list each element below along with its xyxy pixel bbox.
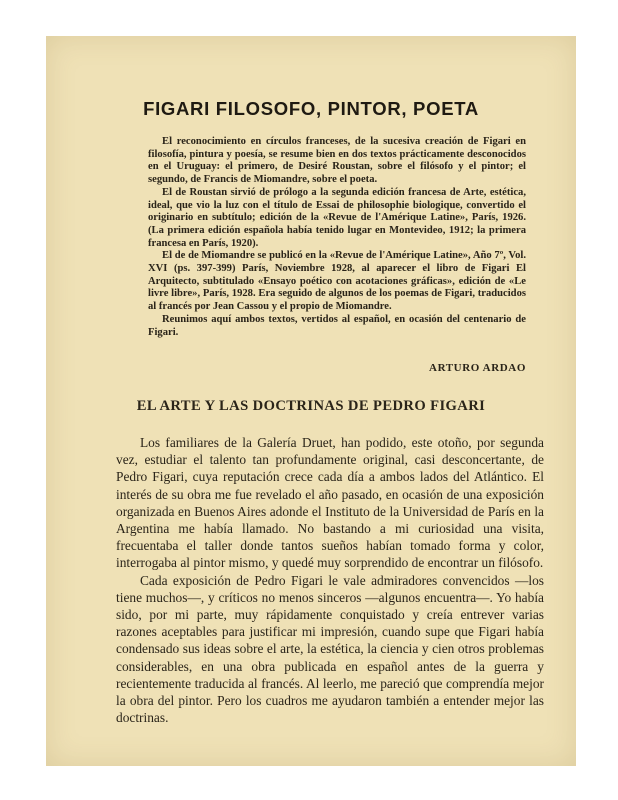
article-body [116, 434, 544, 726]
intro-paragraph: El reconocimiento en círculos franceses, de la sucesiva creación de Figari en filosofía, pintura y poesía, se resume bien en dos textos prácticamente desconocidos en el Uruguay: el primero, de Desiré Roustan, sobre el filósofo y el pintor; el segundo, de Francis de Miomandre, sobre el poeta. [148, 136, 526, 186]
section-title: EL ARTE Y LAS DOCTRINAS DE PEDRO FIGARI [136, 398, 486, 414]
intro-paragraph: El de de Miomandre se publicó en la «Revue de l'Amérique Latine», Año 7º, Vol. XVI (ps. 397-399) París, Noviembre 1928, al aparecer el libro de Figari El Arquitecto, subtitulado «Ensayo poético con acotaciones gráficas», edición de «Le livre libre», París, 1928. Era seguido de algunos de los poemas de Figari, traducidos al francés por Jean Cassou y el propio de Miomandre. [148, 250, 526, 313]
body-paragraph: Cada exposición de Pedro Figari le vale admiradores convencidos —los tiene muchos—, y críticos no menos sinceros —algunos encuentra—. Yo había sido, por mi parte, muy rápidamente conquistado y creía entrever varias razones aceptables para justificar mi impresión, cuando supe que Figari había condensado sus ideas sobre el arte, la estética, la ciencia y cien otros problemas considerables, en una obra publicada en español antes de la guerra y recientemente traducida al francés. Al leerlo, me pareció que comprendía mejor la obra del pintor. Pero los cuadros me ayudaron también a entender mejor las doctrinas. [116, 572, 544, 726]
body-paragraph: Los familiares de la Galería Druet, han podido, este otoño, por segunda vez, estudiar el talento tan profundamente original, casi desconcertante, de Pedro Figari, cuya reputación crece cada día a ambos lados del Atlántico. El interés de su obra me fue revelado el año pasado, en ocasión de una exposición organizada en Buenos Aires adonde el Instituto de la Universidad de París en la Argentina me había llamado. No bastando a mi curiosidad una visita, frecuentaba el taller donde tantos sueños habían tomado forma y color, interrogaba al pintor mismo, y quedé muy sorprendido de encontrar un filósofo. [116, 435, 544, 571]
intro-paragraph: Reunimos aquí ambos textos, vertidos al español, en ocasión del centenario de Figari. [148, 313, 526, 338]
author-signature: ARTURO ARDAO [429, 362, 526, 374]
article-title: FIGARI FILOSOFO, PINTOR, POETA [143, 98, 479, 119]
editor-introduction [148, 136, 526, 339]
book-page [46, 36, 576, 766]
intro-paragraph: El de Roustan sirvió de prólogo a la segunda edición francesa de Arte, estética, ideal, que vio la luz con el título de Essai de philosophie biologique, convertido el originario en subtítulo; edición de la «Revue de l'Amérique Latine», París, 1926. (La primera edición española había tenido lugar en Montevideo, 1912; la primera francesa en París, 1920). [148, 186, 526, 249]
